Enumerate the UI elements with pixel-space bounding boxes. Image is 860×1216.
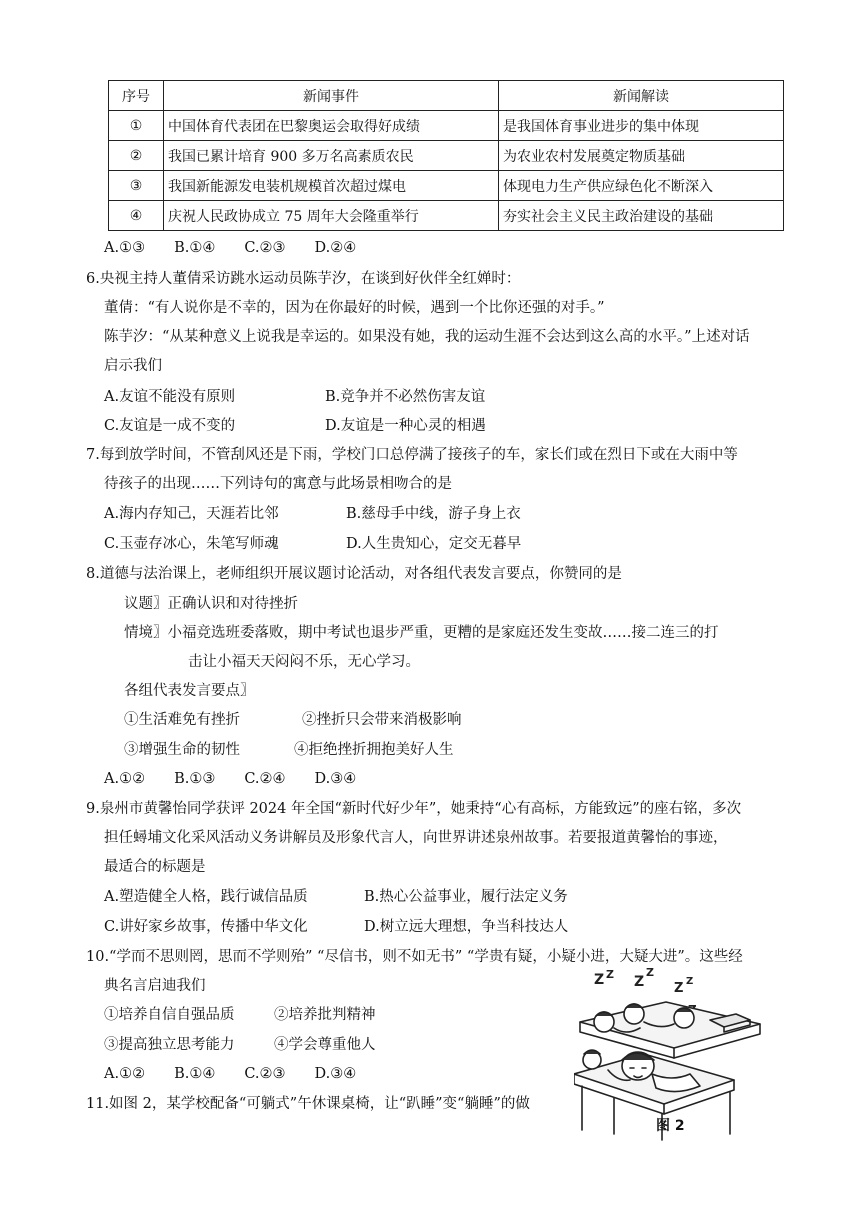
table-header-row: [109, 81, 784, 111]
q9-option-d: D.树立远大理想，争当科技达人: [364, 919, 569, 935]
q6-option-b: B.竞争并不必然伤害友谊: [325, 389, 486, 405]
q7-option-a: A.海内存知己，天涯若比邻: [104, 506, 279, 522]
q6-option-c: C.友谊是一成不变的: [104, 418, 236, 434]
q7-option-c: C.玉壶存冰心，朱笔写师魂: [104, 536, 279, 552]
q8-options: A.①② B.①③ C.②④ D.③④: [104, 771, 357, 787]
q10-point-4: ④学会尊重他人: [274, 1037, 376, 1053]
header-event: 新闻事件: [164, 81, 499, 111]
q9-option-a: A.塑造健全人格，践行诚信品质: [104, 889, 308, 905]
q9-stem-1: 9.泉州市黄馨怡同学获评 2024 年全国“新时代好少年”，她秉持“心有高标，方能致远”的座右铭，多次: [86, 801, 742, 817]
q8-situation-1: 情境〗小福竞选班委落败，期中考试也退步严重，更糟的是家庭还发生变故……接二连三的打: [124, 625, 719, 641]
row-event: 中国体育代表团在巴黎奥运会取得好成绩: [164, 111, 499, 141]
svg-text:Z: Z: [606, 968, 614, 981]
q7-stem-2: 待孩子的出现……下列诗句的寓意与此场景相吻合的是: [104, 476, 452, 492]
q8-point-1: ①生活难免有挫折: [124, 712, 240, 728]
q7-option-b: B.慈母手中线，游子身上衣: [346, 506, 521, 522]
row-event: 我国新能源发电装机规模首次超过煤电: [164, 171, 499, 201]
q10-options: A.①② B.①④ C.②③ D.③④: [104, 1066, 357, 1082]
row-index: ④: [109, 201, 164, 231]
q11-stem: 11.如图 2，某学校配备“可躺式”午休课桌椅，让“趴睡”变“躺睡”的做: [86, 1096, 530, 1112]
q10-point-3: ③提高独立思考能力: [104, 1037, 235, 1053]
svg-text:Z: Z: [686, 976, 694, 987]
q9-stem-2: 担任蟳埔文化采风活动义务讲解员及形象代言人，向世界讲述泉州故事。若要报道黄馨怡的事迹，: [104, 830, 728, 846]
q10-stem-2: 典名言启迪我们: [104, 978, 206, 994]
q8-point-2: ②挫折只会带来消极影响: [302, 712, 462, 728]
row-event: 我国已累计培育 900 多万名高素质农民: [164, 141, 499, 171]
svg-text:Z: Z: [646, 966, 654, 979]
q8-stem: 8.道德与法治课上，老师组织开展议题讨论活动，对各组代表发言要点，你赞同的是: [86, 566, 622, 582]
news-table: [108, 80, 784, 231]
q5-options: A.①③ B.①④ C.②③ D.②④: [104, 240, 357, 256]
q6-option-a: A.友谊不能没有原则: [104, 389, 236, 405]
q10-point-2: ②培养批判精神: [274, 1007, 376, 1023]
q8-points-title: 各组代表发言要点〗: [124, 683, 255, 699]
q7-stem-1: 7.每到放学时间，不管刮风还是下雨，学校门口总停满了接孩子的车，家长们或在烈日下或在大雨中等: [86, 447, 738, 463]
q6-dialogue-3: 启示我们: [104, 358, 162, 374]
row-interpretation: 是我国体育事业进步的集中体现: [499, 111, 784, 141]
row-interpretation: 夯实社会主义民主政治建设的基础: [499, 201, 784, 231]
q9-option-c: C.讲好家乡故事，传播中华文化: [104, 919, 308, 935]
table-row: [109, 171, 784, 201]
q8-point-3: ③增强生命的韧性: [124, 742, 240, 758]
svg-text:Z: Z: [674, 981, 684, 996]
q10-point-1: ①培养自信自强品质: [104, 1007, 235, 1023]
row-event: 庆祝人民政协成立 75 周年大会隆重举行: [164, 201, 499, 231]
svg-text:Z: Z: [594, 972, 605, 988]
q10-stem-1: 10.“学而不思则罔，思而不学则殆” “尽信书，则不如无书” “学贵有疑，小疑小进，大疑大进”。这些经: [86, 949, 743, 965]
q8-situation-2: 击让小福天天闷闷不乐，无心学习。: [188, 654, 420, 670]
q7-option-d: D.人生贵知心，定交无暮早: [346, 536, 522, 552]
q6-option-d: D.友谊是一种心灵的相遇: [325, 418, 486, 434]
table-row: [109, 141, 784, 171]
q8-topic: 议题〗正确认识和对待挫折: [124, 596, 298, 612]
q6-dialogue-1: 董倩：“有人说你是不幸的，因为在你最好的时候，遇到一个比你还强的对手。”: [104, 300, 605, 316]
svg-text:Z: Z: [634, 974, 645, 990]
header-interpretation: 新闻解读: [499, 81, 784, 111]
q9-option-b: B.热心公益事业，履行法定义务: [364, 889, 568, 905]
row-interpretation: 体现电力生产供应绿色化不断深入: [499, 171, 784, 201]
q8-point-4: ④拒绝挫折拥抱美好人生: [294, 742, 454, 758]
q6-stem: 6.央视主持人董倩采访跳水运动员陈芋汐，在谈到好伙伴全红婵时：: [86, 271, 521, 287]
row-index: ①: [109, 111, 164, 141]
row-index: ②: [109, 141, 164, 171]
row-interpretation: 为农业农村发展奠定物质基础: [499, 141, 784, 171]
table-row: [109, 111, 784, 141]
table-row: [109, 201, 784, 231]
row-index: ③: [109, 171, 164, 201]
q6-dialogue-2: 陈芋汐：“从某种意义上说我是幸运的。如果没有她，我的运动生涯不会达到这么高的水平。”上述对话: [104, 329, 750, 345]
q9-stem-3: 最适合的标题是: [104, 859, 206, 875]
header-index: 序号: [109, 81, 164, 111]
figure-caption: 图 2: [656, 1118, 685, 1134]
